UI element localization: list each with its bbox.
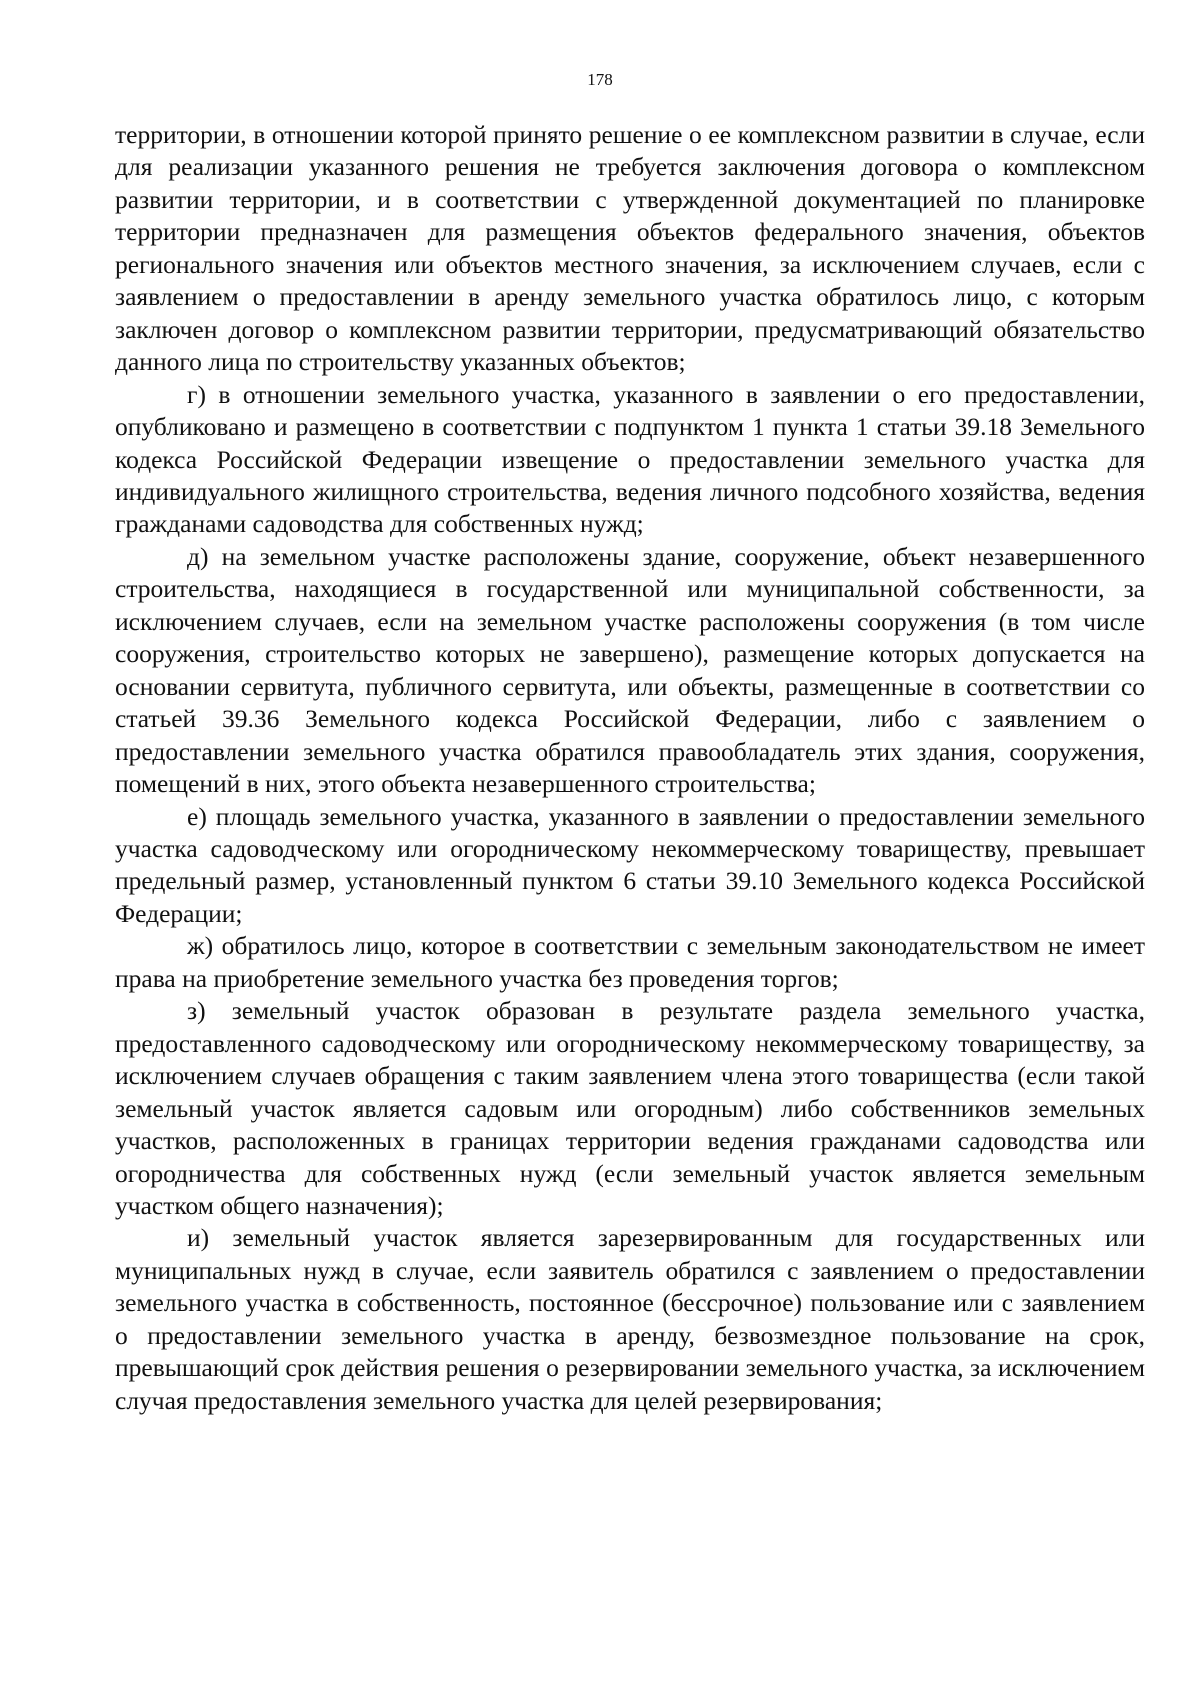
paragraph-item-d: д) на земельном участке расположены здание, сооружение, объект незавершенного строительства, находящиеся в государственной или муниципальной собственности, за исключением случаев, если на земельном участке расположены сооружения (в том числе сооружения, строительство которых не завершено), размещение которых допускается на основании сервитута, публичного сервитута, или объекты, размещенные в соответствии со статьей 39.36 Земельного кодекса Российской Федерации, либо с заявлением о предоставлении земельного участка обратился правообладатель этих здания, сооружения, помещений в них, этого объекта незавершенного строительства; <box>115 541 1145 799</box>
paragraph-item-i: и) земельный участок является зарезервированным для государственных или муниципальных нужд в случае, если заявитель обратился с заявлением о предоставлении земельного участка в собственность, постоянное (бессрочное) пользование или с заявлением о предоставлении земельного участка в аренду, безвозмездное пользование на срок, превышающий срок действия решения о резервировании земельного участка, за исключением случая предоставления земельного участка для целей резервирования; <box>115 1223 1145 1415</box>
paragraph-item-g: г) в отношении земельного участка, указанного в заявлении о его предоставлении, опубликовано и размещено в соответствии с подпунктом 1 пункта 1 статьи 39.18 Земельного кодекса Российской Федерации извещение о предоставлении земельного участка для индивидуального жилищного строительства, ведения личного подсобного хозяйства, ведения гражданами садоводства для собственных нужд; <box>115 379 1145 539</box>
page-number: 178 <box>587 70 613 89</box>
paragraph-item-z: з) земельный участок образован в результате раздела земельного участка, предоставленного садоводческому или огородническому некоммерческому товариществу, за исключением случаев обращения с таким заявлением члена этого товарищества (если такой земельный участок является садовым или огородным) либо собственников земельных участков, расположенных в границах территории ведения гражданами садоводства или огородничества для собственных нужд (если земельный участок является земельным участком общего назначения); <box>115 996 1145 1220</box>
paragraph-continuation: территории, в отношении которой принято решение о ее комплексном развитии в случае, если для реализации указанного решения не требуется заключения договора о комплексном развитии территории, и в соответствии с утвержденной документацией по планировке территории предназначен для размещения объектов федерального значения, объектов регионального значения или объектов местного значения, за исключением случаев, если с заявлением о предоставлении в аренду земельного участка обратилось лицо, с которым заключен договор о комплексном развитии территории, предусматривающий обязательство данного лица по строительству указанных объектов; <box>115 120 1145 377</box>
paragraph-item-zh: ж) обратилось лицо, которое в соответствии с земельным законодательством не имеет права на приобретение земельного участка без проведения торгов; <box>115 931 1145 993</box>
paragraph-item-e: е) площадь земельного участка, указанного в заявлении о предоставлении земельного участка садоводческому или огородническому некоммерческому товариществу, превышает предельный размер, установленный пунктом 6 статьи 39.10 Земельного кодекса Российской Федерации; <box>115 801 1145 928</box>
document-body <box>115 119 1145 1417</box>
